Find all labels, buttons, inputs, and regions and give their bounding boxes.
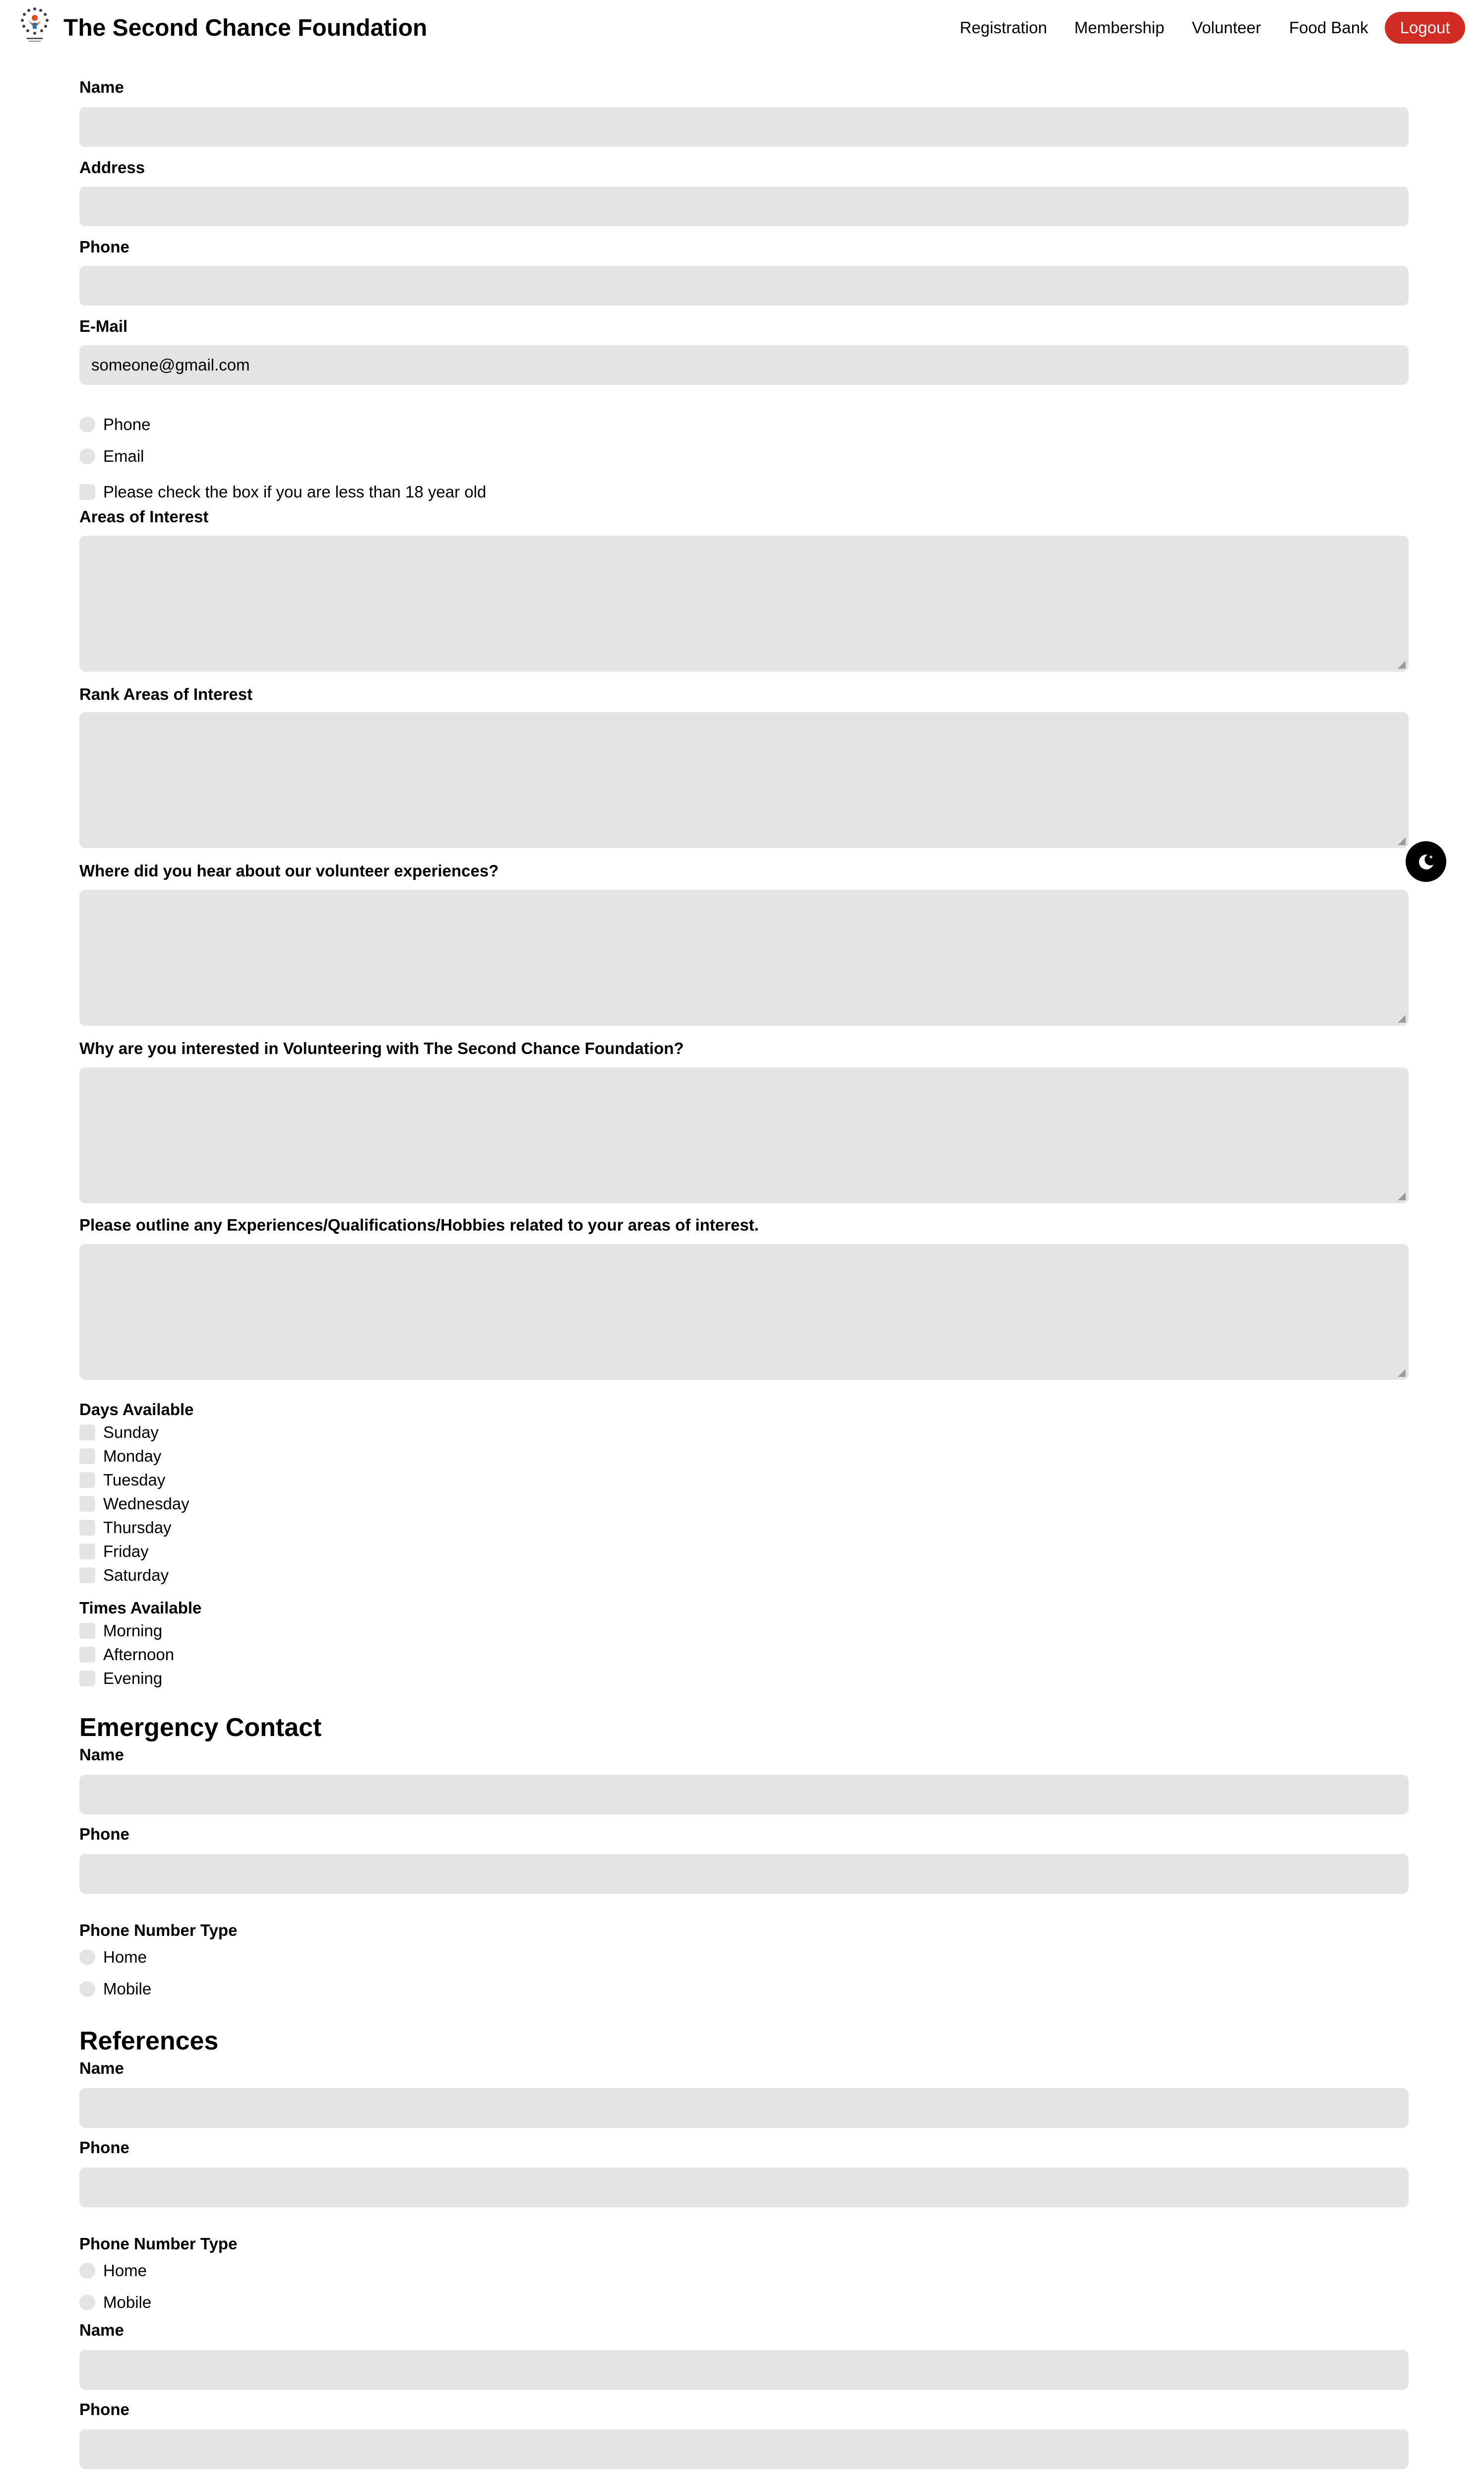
- times-available-label: Times Available: [79, 1599, 202, 1617]
- reference-1-type-mobile-radio[interactable]: [79, 2294, 95, 2310]
- day-tuesday-label: Tuesday: [103, 1471, 166, 1489]
- hear-about-label: Where did you hear about our volunteer experiences?: [79, 862, 499, 880]
- emergency-name-label: Name: [79, 1745, 124, 1764]
- emergency-phone-type-label: Phone Number Type: [79, 1921, 238, 1939]
- name-label: Name: [79, 78, 124, 96]
- address-input[interactable]: [79, 186, 1409, 226]
- emergency-type-mobile-radio[interactable]: [79, 1981, 95, 1997]
- reference-1-name-label: Name: [79, 2059, 124, 2077]
- reference-2-name-label: Name: [79, 2321, 124, 2339]
- resize-handle-icon[interactable]: [1398, 837, 1406, 845]
- days-available-label: Days Available: [79, 1400, 194, 1419]
- day-friday-checkbox[interactable]: [79, 1544, 95, 1559]
- time-afternoon-checkbox[interactable]: [79, 1647, 95, 1663]
- time-morning-checkbox[interactable]: [79, 1623, 95, 1639]
- email-label: E-Mail: [79, 317, 128, 335]
- day-thursday-checkbox[interactable]: [79, 1520, 95, 1536]
- contact-email-radio[interactable]: [79, 448, 95, 464]
- time-afternoon-label: Afternoon: [103, 1645, 175, 1664]
- under-18-checkbox[interactable]: [79, 484, 95, 500]
- address-label: Address: [79, 158, 145, 177]
- emergency-phone-label: Phone: [79, 1825, 129, 1843]
- reference-1-phone-type-label: Phone Number Type: [79, 2234, 238, 2253]
- day-sunday-label: Sunday: [103, 1423, 159, 1441]
- reference-1-phone-label: Phone: [79, 2138, 129, 2157]
- nav-volunteer[interactable]: Volunteer: [1192, 18, 1261, 37]
- day-tuesday-checkbox[interactable]: [79, 1472, 95, 1488]
- under-18-label: Please check the box if you are less than 18 year old: [103, 483, 487, 501]
- emergency-type-home-radio[interactable]: [79, 1949, 95, 1965]
- why-volunteer-label: Why are you interested in Volunteering with The Second Chance Foundation?: [79, 1039, 684, 1057]
- site-title: The Second Chance Foundation: [63, 15, 428, 41]
- phone-input[interactable]: [79, 266, 1409, 306]
- time-evening-checkbox[interactable]: [79, 1671, 95, 1686]
- site-header: [0, 0, 1484, 56]
- reference-2-phone-label: Phone: [79, 2400, 129, 2418]
- name-input[interactable]: [79, 107, 1409, 147]
- email-input[interactable]: [79, 345, 1409, 385]
- emergency-phone-input[interactable]: [79, 1854, 1409, 1894]
- day-wednesday-label: Wednesday: [103, 1494, 189, 1513]
- day-monday-checkbox[interactable]: [79, 1448, 95, 1464]
- resize-handle-icon[interactable]: [1398, 661, 1406, 669]
- resize-handle-icon[interactable]: [1398, 1192, 1406, 1200]
- day-saturday-label: Saturday: [103, 1566, 169, 1584]
- contact-email-label: Email: [103, 447, 144, 465]
- phone-label: Phone: [79, 238, 129, 256]
- experience-textarea[interactable]: [79, 1244, 1409, 1380]
- emergency-type-mobile-label: Mobile: [103, 1980, 152, 1998]
- reference-1-type-home-label: Home: [103, 2261, 147, 2280]
- rank-areas-label: Rank Areas of Interest: [79, 685, 253, 703]
- why-volunteer-textarea[interactable]: [79, 1067, 1409, 1203]
- emergency-type-home-label: Home: [103, 1948, 147, 1966]
- reference-2-phone-input[interactable]: [79, 2429, 1409, 2469]
- day-sunday-checkbox[interactable]: [79, 1425, 95, 1440]
- experience-label: Please outline any Experiences/Qualifications/Hobbies related to your areas of interest.: [79, 1216, 759, 1234]
- rank-areas-textarea[interactable]: [79, 712, 1409, 848]
- reference-1-name-input[interactable]: [79, 2088, 1409, 2128]
- day-friday-label: Friday: [103, 1542, 149, 1560]
- resize-handle-icon[interactable]: [1398, 1369, 1406, 1377]
- emergency-name-input[interactable]: [79, 1775, 1409, 1814]
- areas-of-interest-label: Areas of Interest: [79, 507, 209, 526]
- contact-phone-label: Phone: [103, 415, 151, 434]
- nav-registration[interactable]: Registration: [960, 18, 1048, 37]
- time-evening-label: Evening: [103, 1669, 163, 1687]
- nav-membership[interactable]: Membership: [1074, 18, 1165, 37]
- day-wednesday-checkbox[interactable]: [79, 1496, 95, 1512]
- day-thursday-label: Thursday: [103, 1518, 172, 1537]
- hear-about-textarea[interactable]: [79, 890, 1409, 1026]
- day-monday-label: Monday: [103, 1447, 162, 1465]
- contact-phone-radio[interactable]: [79, 417, 95, 433]
- reference-2-name-input[interactable]: [79, 2350, 1409, 2390]
- reference-1-type-mobile-label: Mobile: [103, 2293, 152, 2311]
- time-morning-label: Morning: [103, 1621, 163, 1640]
- resize-handle-icon[interactable]: [1398, 1015, 1406, 1023]
- day-saturday-checkbox[interactable]: [79, 1567, 95, 1583]
- areas-of-interest-textarea[interactable]: [79, 536, 1409, 672]
- theme-toggle-button[interactable]: [1406, 841, 1446, 882]
- moon-icon: [1406, 841, 1446, 882]
- references-heading: References: [79, 2027, 219, 2055]
- nav-food-bank[interactable]: Food Bank: [1289, 18, 1368, 37]
- logout-button[interactable]: Logout: [1385, 12, 1465, 44]
- reference-1-phone-input[interactable]: [79, 2168, 1409, 2207]
- reference-1-type-home-radio[interactable]: [79, 2263, 95, 2279]
- foundation-logo[interactable]: [18, 6, 52, 49]
- emergency-contact-heading: Emergency Contact: [79, 1713, 322, 1742]
